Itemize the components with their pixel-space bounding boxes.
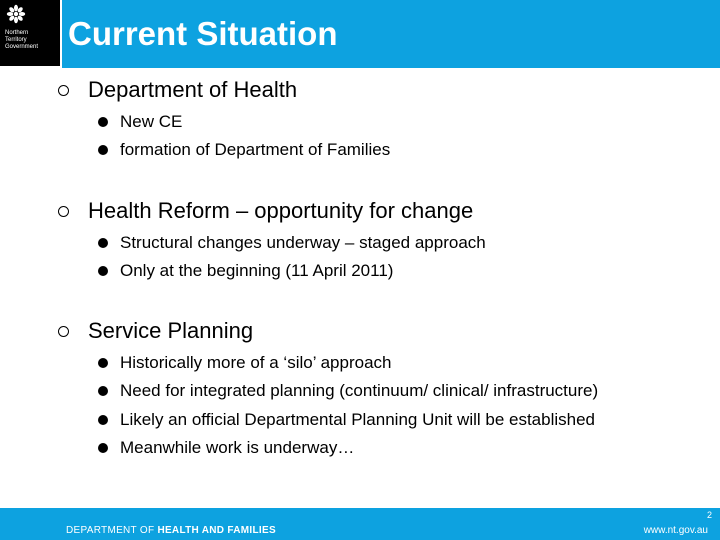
logo-line-1: Northern: [5, 30, 29, 36]
section-heading: Service Planning: [88, 318, 254, 343]
department-name-bold: HEALTH AND FAMILIES: [157, 525, 276, 536]
list-item: Structural changes underway – staged approach: [120, 233, 486, 252]
filled-bullet-icon: [98, 117, 108, 127]
hollow-bullet-icon: [58, 326, 69, 337]
filled-bullet-icon: [98, 415, 108, 425]
filled-bullet-icon: [98, 238, 108, 248]
hollow-bullet-icon: [58, 206, 69, 217]
list-item: Only at the beginning (11 April 2011): [120, 261, 394, 280]
filled-bullet-icon: [98, 443, 108, 453]
list-item: Likely an official Departmental Planning Unit will be established: [120, 410, 596, 429]
logo-line-3: Government: [5, 44, 39, 50]
section-heading: Health Reform – opportunity for change: [88, 198, 474, 223]
list-item: formation of Department of Families: [120, 140, 391, 159]
filled-bullet-icon: [98, 145, 108, 155]
section-heading: Department of Health: [88, 77, 298, 102]
list-item: Historically more of a ‘silo’ approach: [120, 353, 392, 372]
list-item: Need for integrated planning (continuum/ clinical/ infrastructure): [120, 381, 599, 400]
filled-bullet-icon: [98, 358, 108, 368]
website-link[interactable]: www.nt.gov.au: [643, 525, 708, 536]
slide-title: Current Situation: [68, 15, 338, 52]
department-prefix: DEPARTMENT OF: [66, 525, 158, 536]
page-number: 2: [706, 510, 712, 520]
filled-bullet-icon: [98, 386, 108, 396]
department-name: [66, 525, 276, 536]
filled-bullet-icon: [98, 266, 108, 276]
list-item: New CE: [120, 112, 183, 131]
logo-line-2: Territory: [5, 37, 27, 43]
list-item: Meanwhile work is underway…: [120, 438, 355, 457]
hollow-bullet-icon: [58, 85, 69, 96]
footer-bar: [0, 508, 720, 540]
